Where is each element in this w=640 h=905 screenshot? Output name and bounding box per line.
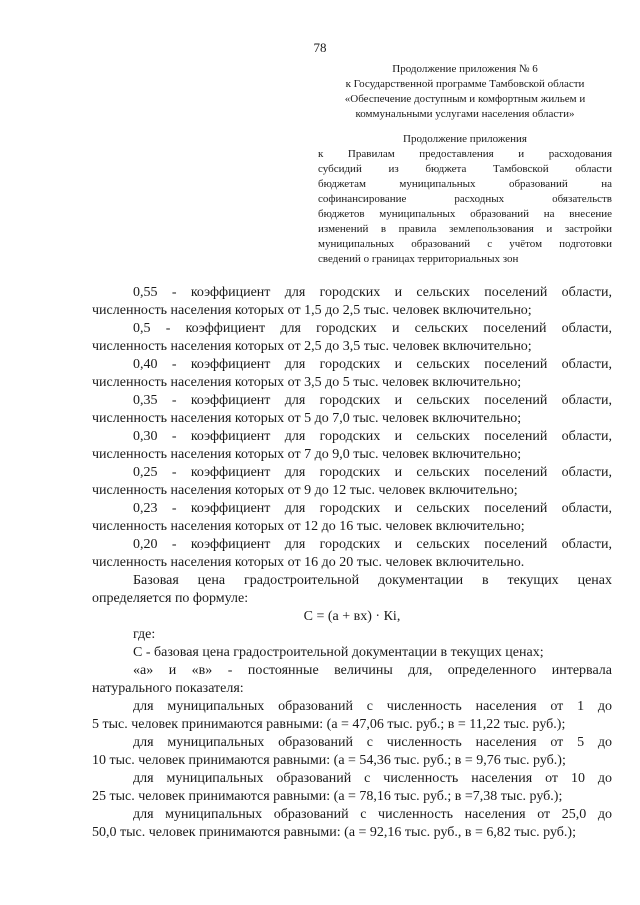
rules-header-line: муниципальных образований с учётом подготовки [318,238,612,250]
coefficient-line: численность населения которых от 9 до 12 тыс. человек включительно; [92,483,518,498]
header-line: Продолжение приложения № 6 [392,63,538,75]
coefficient-line: 0,25 - коэффициент для городских и сельских поселений области, [133,465,612,480]
interval-line: для муниципальных образований с численность населения от 5 до [133,735,612,750]
rules-header-line: субсидий из бюджета Тамбовской области [318,163,612,175]
interval-line: 50,0 тыс. человек принимаются равными: (а = 92,16 тыс. руб., в = 6,82 тыс. руб.); [92,825,576,840]
page-number: 78 [313,40,327,55]
rules-header-line: сведений о границах территориальных зон [318,253,519,265]
coefficient-line: 0,55 - коэффициент для городских и сельских поселений области, [133,285,612,300]
coefficient-line: численность населения которых от 16 до 20 тыс. человек включительно. [92,555,525,570]
rules-header-line: бюджетов муниципальных образований на внесение [318,208,612,220]
interval-line: 5 тыс. человек принимаются равными: (а = 47,06 тыс. руб.; в = 11,22 тыс. руб.); [92,717,566,732]
coefficient-line: численность населения которых от 12 до 16 тыс. человек включительно; [92,519,525,534]
rules-header-line: бюджетам муниципальных образований на [318,178,612,190]
formula: С = (а + вх) · Кi, [303,609,401,624]
coefficient-line: 0,35 - коэффициент для городских и сельских поселений области, [133,393,612,408]
coefficient-line: численность населения которых от 2,5 до 3,5 тыс. человек включительно; [92,339,532,354]
paragraph-line: «а» и «в» - постоянные величины для, определенного интервала [133,663,612,678]
header-line: «Обеспечение доступным и комфортным жильем и [344,93,586,105]
appendix-header [318,62,612,122]
rules-header-title: Продолжение приложения [403,133,527,145]
paragraph-line: определяется по формуле: [92,591,249,606]
coefficient-line: численность населения которых от 1,5 до 2,5 тыс. человек включительно; [92,303,532,318]
rules-header-line: софинансирование расходных обязательств [318,193,612,205]
rules-header-line: изменений в правила землепользования и застройки [318,223,612,235]
coefficient-line: численность населения которых от 3,5 до 5 тыс. человек включительно; [92,375,522,390]
rules-header [318,132,612,267]
interval-line: 25 тыс. человек принимаются равными: (а = 78,16 тыс. руб.; в =7,38 тыс. руб.); [92,789,563,804]
paragraph-line: где: [133,627,156,642]
coefficient-line: 0,30 - коэффициент для городских и сельских поселений области, [133,429,612,444]
interval-line: для муниципальных образований с численность населения от 1 до [133,699,612,714]
interval-line: для муниципальных образований с численность населения от 10 до [133,771,612,786]
paragraph-line: С - базовая цена градостроительной документации в текущих ценах; [133,645,544,660]
header-line: к Государственной программе Тамбовской области [345,78,585,90]
coefficient-line: 0,40 - коэффициент для городских и сельских поселений области, [133,357,612,372]
coefficient-line: 0,5 - коэффициент для городских и сельских поселений области, [133,321,612,336]
coefficient-line: 0,23 - коэффициент для городских и сельских поселений области, [133,501,612,516]
header-line: коммунальными услугами населения области» [355,108,575,120]
rules-header-line: к Правилам предоставления и расходования [318,148,612,160]
interval-line: 10 тыс. человек принимаются равными: (а = 54,36 тыс. руб.; в = 9,76 тыс. руб.); [92,753,566,768]
coefficient-line: численность населения которых от 7 до 9,0 тыс. человек включительно; [92,447,522,462]
coefficient-line: 0,20 - коэффициент для городских и сельских поселений области, [133,537,612,552]
paragraph-line: натурального показателя: [92,681,244,696]
paragraph-line: Базовая цена градостроительной документации в текущих ценах [133,573,612,588]
interval-line: для муниципальных образований с численность населения от 25,0 до [133,807,612,822]
coefficient-line: численность населения которых от 5 до 7,0 тыс. человек включительно; [92,411,522,426]
